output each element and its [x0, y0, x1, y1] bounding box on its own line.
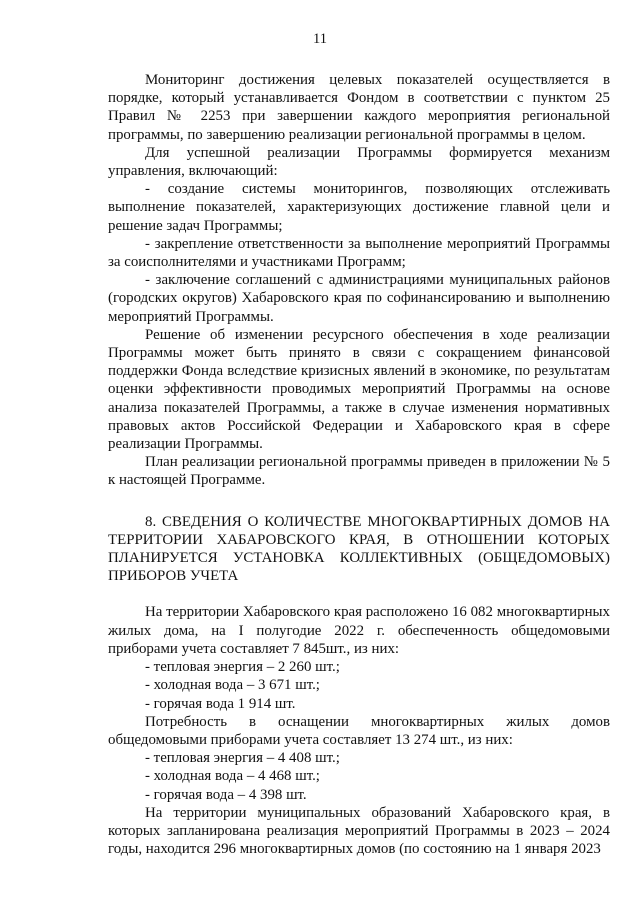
- list-item-monitoring-system: - создание системы мониторингов, позволяющих отслеживать выполнение показателей, характеризующих достижение главной цели и решение задач Программы;: [108, 181, 610, 234]
- paragraph-implementation-plan: План реализации региональной программы приведен в приложении № 5 к настоящей Программе.: [108, 454, 610, 489]
- paragraph-municipalities: На территории муниципальных образований Хабаровского края, в которых запланирована реализация мероприятий Программы в 2023 – 2024 годы, находится 296 многоквартирных домов (по состоянию на 1 января 2023: [108, 804, 610, 858]
- list-item-needed-heat: - тепловая энергия – 4 408 шт.;: [145, 750, 340, 767]
- section-heading: 8. СВЕДЕНИЯ О КОЛИЧЕСТВЕ МНОГОКВАРТИРНЫХ ДОМОВ НА ТЕРРИТОРИИ ХАБАРОВСКОГО КРАЯ, В ОТНОШЕНИИ КОТОРЫХ ПЛАНИРУЕТСЯ УСТАНОВКА КОЛЛЕКТИВНЫХ (ОБЩЕДОМОВЫХ) ПРИБОРОВ УЧЕТА: [108, 513, 610, 585]
- list-item-equipped-cold-water: - холодная вода – 3 671 шт.;: [145, 677, 320, 694]
- list-item-needed-cold-water: - холодная вода – 4 468 шт.;: [145, 768, 320, 785]
- list-item-responsibility: - закрепление ответственности за выполнение мероприятий Программы за соисполнителями и участниками Программ;: [108, 235, 610, 271]
- list-item-needed-hot-water: - горячая вода – 4 398 шт.: [145, 786, 307, 803]
- page-number: 11: [313, 31, 327, 47]
- paragraph-need: Потребность в оснащении многоквартирных жилых домов общедомовыми приборами учета составляет 13 274 шт., из них:: [108, 713, 610, 748]
- section-spacer: [108, 585, 610, 603]
- document-body: [108, 71, 610, 858]
- list-item-equipped-hot-water: - горячая вода 1 914 шт.: [145, 695, 296, 712]
- paragraph-monitoring: Мониторинг достижения целевых показателей осуществляется в порядке, который устанавливается Фондом в соответствии с пунктом 25 Правил № 2253 при завершении каждого мероприятия региональной программы, по завершению реализации региональной программы в целом.: [108, 72, 610, 143]
- list-item-equipped-heat: - тепловая энергия – 2 260 шт.;: [145, 659, 340, 676]
- paragraph-housing-stock: На территории Хабаровского края расположено 16 082 многоквартирных жилых дома, на I полугодие 2022 г. обеспеченность общедомовыми приборами учета составляет 7 845шт., из них:: [108, 604, 610, 657]
- paragraph-resource-change: Решение об изменении ресурсного обеспечения в ходе реализации Программы может быть принято в связи с сокращением финансовой поддержки Фонда вследствие кризисных явлений в экономике, по результатам оценки эффективности проводимых мероприятий Программы на основе анализа показателей Программы, а также в случае изменения нормативных правовых актов Российской Федерации и Хабаровского края в сфере реализации Программы.: [108, 326, 610, 453]
- paragraph-management-mechanism: Для успешной реализации Программы формируется механизм управления, включающий:: [108, 144, 610, 180]
- list-item-agreements: - заключение соглашений с администрациями муниципальных районов (городских округов) Хабаровского края по софинансированию и выполнению мероприятий Программы.: [108, 272, 610, 325]
